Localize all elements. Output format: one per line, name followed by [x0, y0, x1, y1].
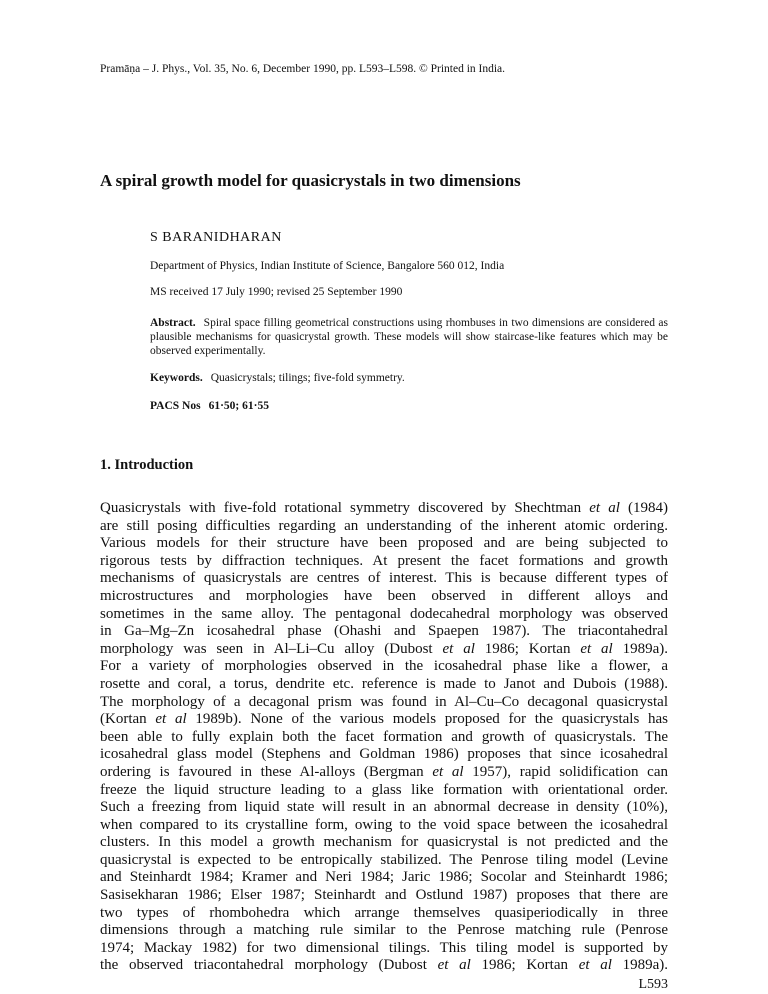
keywords-label: Keywords. [150, 372, 203, 384]
body-line: two types of rhombohedra which arrange themselves quasiperiodically in three [100, 904, 668, 921]
body-line: rosette and coral, a torus, dendrite etc. reference is made to Janot and Dubois (1988). [100, 675, 668, 692]
body-line: The morphology of a decagonal prism was found in Al–Cu–Co decagonal quasicrystal [100, 693, 668, 710]
body-line: are still posing difficulties regarding an understanding of the inherent atomic ordering. [100, 517, 668, 534]
body-line: been able to fully explain both the facet formation and growth of quasicrystals. The [100, 728, 668, 745]
body-line: Such a freezing from liquid state will result in an abnormal decrease in density (10%), [100, 799, 668, 816]
pacs-text: 61·50; 61·55 [208, 400, 269, 412]
body-line: ordering is favoured in these Al-alloys (Bergman et al 1957), rapid solidification can [100, 763, 668, 780]
abstract-text: Spiral space filling geometrical constructions using rhombuses in two dimensions are considered as plausible mechanisms for quasicrystal growth. These models will show staircase-like features which may be observed experimentally. [150, 317, 668, 357]
body-line: clusters. In this model a growth mechanism for quasicrystal is not predicted and the [100, 834, 668, 851]
abstract-label: Abstract. [150, 317, 196, 329]
keywords [150, 372, 405, 384]
paper-title: A spiral growth model for quasicrystals in two dimensions [100, 171, 521, 190]
keywords-text: Quasicrystals; tilings; five-fold symmetry. [210, 372, 405, 384]
body-text [100, 500, 668, 975]
body-line: the observed triacontahedral morphology (Dubost et al 1986; Kortan et al 1989a). [100, 957, 669, 974]
body-line: 1974; Mackay 1982) for two dimensional tilings. This tiling model is supported by [100, 939, 668, 956]
body-line: sometimes in the same alloy. The pentagonal dodecahedral morphology was observed [100, 605, 668, 622]
body-line: Sasisekharan 1986; Elser 1987; Steinhardt and Ostlund 1987) proposes that there are [100, 887, 668, 904]
body-line: (Kortan et al 1989b). None of the various models proposed for the quasicrystals has [100, 711, 669, 728]
pacs-label: PACS Nos [150, 400, 201, 412]
body-line: Quasicrystals with five-fold rotational symmetry discovered by Shechtman et al (1984) [100, 500, 668, 516]
body-line: icosahedral glass model (Stephens and Goldman 1986) proposes that since icosahedral [100, 746, 668, 763]
journal-header: Pramāṇa – J. Phys., Vol. 35, No. 6, December 1990, pp. L593–L598. © Printed in India. [100, 63, 506, 75]
page-number: L593 [638, 977, 668, 992]
abstract [150, 316, 668, 358]
body-line: morphology was seen in Al–Li–Cu alloy (Dubost et al 1986; Kortan et al 1989a). [100, 640, 668, 657]
body-line: and Steinhardt 1984; Kramer and Neri 1984; Jaric 1986; Socolar and Steinhardt 1986; [100, 869, 668, 886]
body-line: when compared to its crystalline form, owing to the void space between the icosahedral [100, 816, 668, 833]
body-line: Various models for their structure have been proposed and are being subjected to [100, 535, 668, 552]
body-line: For a variety of morphologies observed in the icosahedral phase like a flower, a [100, 658, 668, 675]
section-heading: 1. Introduction [100, 457, 194, 473]
body-line: in Ga–Mg–Zn icosahedral phase (Ohashi and Spaepen 1987). The triacontahedral [100, 623, 668, 640]
author: S BARANIDHARAN [150, 230, 282, 245]
body-line: freeze the liquid structure leading to a glass like formation with orientational order. [100, 781, 668, 798]
body-line: microstructures and morphologies have been observed in different alloys and [100, 587, 668, 604]
pacs-numbers [150, 400, 269, 412]
body-line: quasicrystal is expected to be entropically stabilized. The Penrose tiling model (Levine [100, 851, 668, 868]
received-dates: MS received 17 July 1990; revised 25 September 1990 [150, 286, 403, 298]
body-line: dimensions through a matching rule similar to the Penrose matching rule (Penrose [100, 922, 668, 939]
affiliation: Department of Physics, Indian Institute of Science, Bangalore 560 012, India [150, 260, 505, 272]
body-line: mechanisms of quasicrystals are centres of interest. This is because different types of [100, 570, 668, 587]
body-line: rigorous tests by diffraction techniques. At present the facet formations and growth [100, 552, 668, 569]
